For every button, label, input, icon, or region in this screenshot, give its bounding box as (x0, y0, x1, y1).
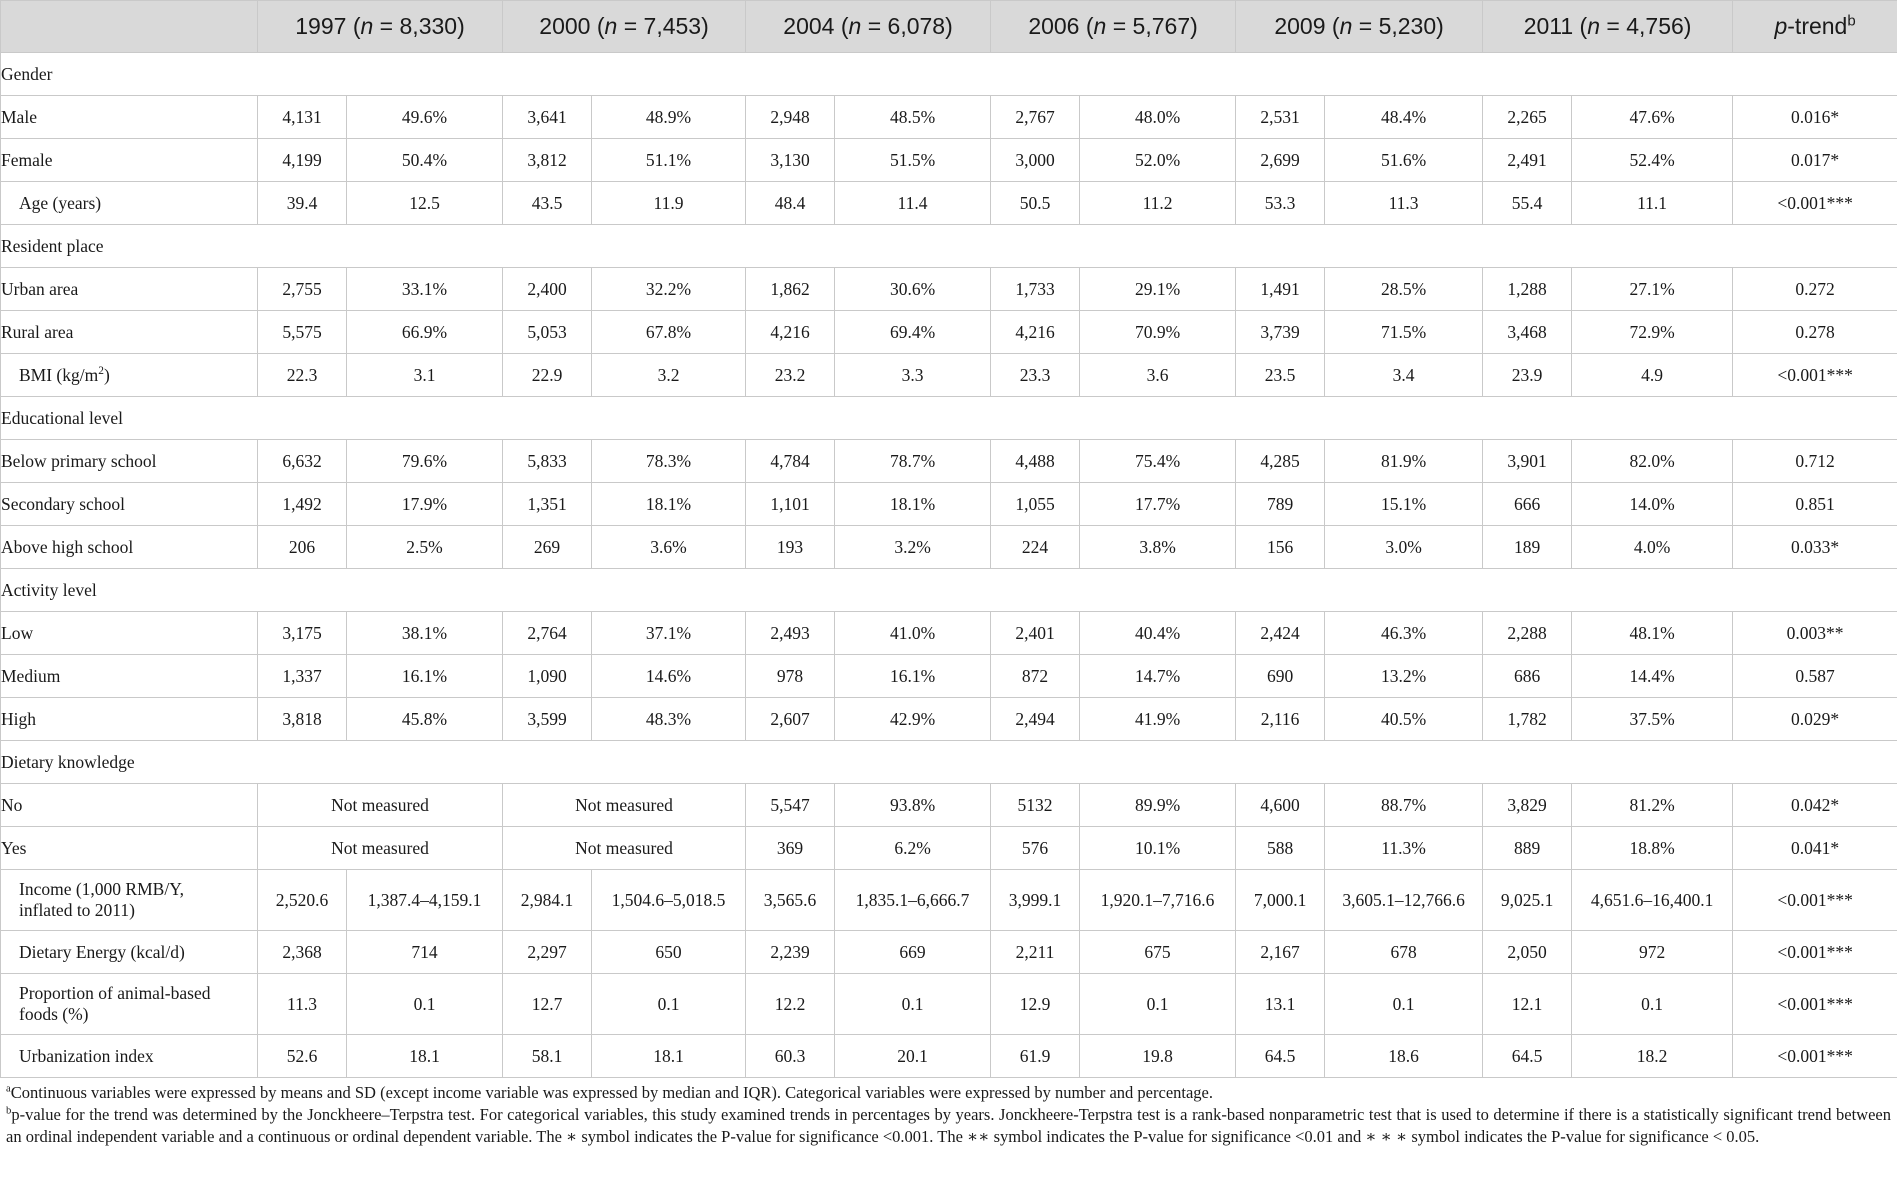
data-cell: 714 (347, 931, 503, 974)
p-trend-cell: 0.712 (1733, 440, 1897, 483)
data-cell: 60.3 (746, 1035, 835, 1078)
data-cell: 224 (991, 526, 1080, 569)
data-cell: 2,116 (1236, 698, 1325, 741)
data-cell: 75.4% (1080, 440, 1236, 483)
data-cell: 1,090 (503, 655, 592, 698)
header-2004: 2004 (n = 6,078) (746, 1, 991, 53)
p-trend-cell: 0.587 (1733, 655, 1897, 698)
data-cell: 1,492 (258, 483, 347, 526)
data-cell: 32.2% (592, 268, 746, 311)
section-label: Dietary knowledge (1, 741, 1897, 784)
data-cell: 3,130 (746, 139, 835, 182)
p-trend-cell: 0.042* (1733, 784, 1897, 827)
data-cell: 33.1% (347, 268, 503, 311)
data-cell: 3.8% (1080, 526, 1236, 569)
data-cell: 3,000 (991, 139, 1080, 182)
data-cell: 40.4% (1080, 612, 1236, 655)
data-cell: 18.1 (592, 1035, 746, 1078)
data-cell: 16.1% (835, 655, 991, 698)
data-cell: 28.5% (1325, 268, 1483, 311)
table-row-female (1, 139, 1897, 182)
data-cell: 11.3 (1325, 182, 1483, 225)
data-cell: 18.6 (1325, 1035, 1483, 1078)
data-cell: 53.3 (1236, 182, 1325, 225)
data-cell: 18.8% (1572, 827, 1733, 870)
data-cell: 269 (503, 526, 592, 569)
data-cell: 3,605.1–12,766.6 (1325, 870, 1483, 931)
data-cell: 89.9% (1080, 784, 1236, 827)
data-cell: 11.9 (592, 182, 746, 225)
data-cell: 678 (1325, 931, 1483, 974)
data-cell: 1,101 (746, 483, 835, 526)
p-trend-cell: <0.001*** (1733, 931, 1897, 974)
data-cell: 61.9 (991, 1035, 1080, 1078)
data-cell: 79.6% (347, 440, 503, 483)
p-trend-cell: <0.001*** (1733, 1035, 1897, 1078)
data-cell: 156 (1236, 526, 1325, 569)
section-label: Educational level (1, 397, 1897, 440)
data-cell: 39.4 (258, 182, 347, 225)
table-row-low (1, 612, 1897, 655)
data-cell: 45.8% (347, 698, 503, 741)
data-cell: 4,216 (991, 311, 1080, 354)
data-cell: 23.9 (1483, 354, 1572, 397)
data-cell: 3,999.1 (991, 870, 1080, 931)
data-cell: 2,288 (1483, 612, 1572, 655)
data-cell: 23.5 (1236, 354, 1325, 397)
data-cell: 3,641 (503, 96, 592, 139)
data-cell: 22.3 (258, 354, 347, 397)
data-cell: 18.1 (347, 1035, 503, 1078)
data-cell: 5,547 (746, 784, 835, 827)
data-cell: 38.1% (347, 612, 503, 655)
data-cell: 3.2 (592, 354, 746, 397)
header-1997: 1997 (n = 8,330) (258, 1, 503, 53)
data-cell: 64.5 (1236, 1035, 1325, 1078)
data-cell: 40.5% (1325, 698, 1483, 741)
row-label: Income (1,000 RMB/Y, inflated to 2011) (1, 870, 258, 931)
data-cell: 1,055 (991, 483, 1080, 526)
data-cell: 71.5% (1325, 311, 1483, 354)
table-row-rural (1, 311, 1897, 354)
table-row-energy (1, 931, 1897, 974)
data-cell: 22.9 (503, 354, 592, 397)
row-label: Proportion of animal-based foods (%) (1, 974, 258, 1035)
table-row-urbanization (1, 1035, 1897, 1078)
header-p-trend: p-trend$^b$ (1733, 1, 1897, 53)
data-cell: 1,491 (1236, 268, 1325, 311)
row-label: Urbanization index (1, 1035, 258, 1078)
data-cell: 6,632 (258, 440, 347, 483)
data-cell: 72.9% (1572, 311, 1733, 354)
data-cell: 4,285 (1236, 440, 1325, 483)
section-row-dietary-knowledge (1, 741, 1897, 784)
data-cell: 2,401 (991, 612, 1080, 655)
data-cell: 2,050 (1483, 931, 1572, 974)
p-trend-cell: 0.017* (1733, 139, 1897, 182)
table-row-income (1, 870, 1897, 931)
header-2006: 2006 (n = 5,767) (991, 1, 1236, 53)
p-trend-cell: 0.003** (1733, 612, 1897, 655)
data-cell: 17.9% (347, 483, 503, 526)
data-cell: 58.1 (503, 1035, 592, 1078)
data-cell: 1,733 (991, 268, 1080, 311)
data-cell: 3.0% (1325, 526, 1483, 569)
data-cell: 0.1 (835, 974, 991, 1035)
header-blank (1, 1, 258, 53)
data-cell: 51.1% (592, 139, 746, 182)
data-cell: 3,599 (503, 698, 592, 741)
data-cell: 3.6% (592, 526, 746, 569)
data-cell: 4.9 (1572, 354, 1733, 397)
data-cell: 3.2% (835, 526, 991, 569)
data-cell: 650 (592, 931, 746, 974)
table-row-animal (1, 974, 1897, 1035)
data-cell: 0.1 (592, 974, 746, 1035)
data-cell: 193 (746, 526, 835, 569)
data-cell: 70.9% (1080, 311, 1236, 354)
table-row-secondary (1, 483, 1897, 526)
data-cell: 5,575 (258, 311, 347, 354)
data-cell: 55.4 (1483, 182, 1572, 225)
data-cell: 206 (258, 526, 347, 569)
data-cell: 14.0% (1572, 483, 1733, 526)
data-cell: 50.5 (991, 182, 1080, 225)
p-trend-cell: 0.272 (1733, 268, 1897, 311)
data-cell: 0.1 (1080, 974, 1236, 1035)
data-cell: 3.1 (347, 354, 503, 397)
data-cell: 2,520.6 (258, 870, 347, 931)
header-row (1, 1, 1897, 53)
data-cell: 66.9% (347, 311, 503, 354)
row-label: Rural area (1, 311, 258, 354)
data-cell: 2,211 (991, 931, 1080, 974)
data-cell: 4,651.6–16,400.1 (1572, 870, 1733, 931)
data-cell: 2,400 (503, 268, 592, 311)
data-cell: 41.0% (835, 612, 991, 655)
data-cell: 67.8% (592, 311, 746, 354)
data-cell: 48.3% (592, 698, 746, 741)
table-row-bmi (1, 354, 1897, 397)
data-cell: 81.9% (1325, 440, 1483, 483)
data-cell: 2,297 (503, 931, 592, 974)
data-cell: 43.5 (503, 182, 592, 225)
data-cell: 20.1 (835, 1035, 991, 1078)
data-cell: 675 (1080, 931, 1236, 974)
data-cell: 1,862 (746, 268, 835, 311)
data-cell: 3,565.6 (746, 870, 835, 931)
data-cell: 12.9 (991, 974, 1080, 1035)
row-label: Male (1, 96, 258, 139)
data-cell: 3.6 (1080, 354, 1236, 397)
data-cell: 42.9% (835, 698, 991, 741)
data-cell: 12.1 (1483, 974, 1572, 1035)
data-cell: 666 (1483, 483, 1572, 526)
data-cell: 12.7 (503, 974, 592, 1035)
data-cell: 51.5% (835, 139, 991, 182)
data-cell: 47.6% (1572, 96, 1733, 139)
data-cell: 41.9% (1080, 698, 1236, 741)
data-cell: 14.6% (592, 655, 746, 698)
data-cell: 30.6% (835, 268, 991, 311)
data-cell: 4,600 (1236, 784, 1325, 827)
table-row-medium (1, 655, 1897, 698)
data-cell: 48.1% (1572, 612, 1733, 655)
data-cell: 10.1% (1080, 827, 1236, 870)
data-cell: 978 (746, 655, 835, 698)
data-cell: 189 (1483, 526, 1572, 569)
data-cell: 972 (1572, 931, 1733, 974)
data-cell: 2,755 (258, 268, 347, 311)
row-label: Secondary school (1, 483, 258, 526)
data-cell: 4.0% (1572, 526, 1733, 569)
data-cell: 78.3% (592, 440, 746, 483)
data-cell: 29.1% (1080, 268, 1236, 311)
data-cell: 82.0% (1572, 440, 1733, 483)
data-cell: 52.4% (1572, 139, 1733, 182)
data-cell: 576 (991, 827, 1080, 870)
section-row-activity (1, 569, 1897, 612)
data-cell: 52.0% (1080, 139, 1236, 182)
data-cell: 2,948 (746, 96, 835, 139)
data-cell: 4,216 (746, 311, 835, 354)
table-row-age (1, 182, 1897, 225)
data-cell: 17.7% (1080, 483, 1236, 526)
data-cell: 2,494 (991, 698, 1080, 741)
data-cell: 69.4% (835, 311, 991, 354)
p-trend-cell: 0.029* (1733, 698, 1897, 741)
row-label: Urban area (1, 268, 258, 311)
not-measured-cell: Not measured (258, 784, 503, 827)
data-cell: 16.1% (347, 655, 503, 698)
data-cell: 669 (835, 931, 991, 974)
data-cell: 13.1 (1236, 974, 1325, 1035)
row-label: High (1, 698, 258, 741)
data-cell: 1,782 (1483, 698, 1572, 741)
table-row-urban (1, 268, 1897, 311)
data-cell: 2,424 (1236, 612, 1325, 655)
data-cell: 81.2% (1572, 784, 1733, 827)
row-label: BMI $(kg/m^2)$ (1, 354, 258, 397)
not-measured-cell: Not measured (258, 827, 503, 870)
data-cell: 789 (1236, 483, 1325, 526)
data-cell: 3,175 (258, 612, 347, 655)
data-cell: 872 (991, 655, 1080, 698)
data-cell: 88.7% (1325, 784, 1483, 827)
data-cell: 19.8 (1080, 1035, 1236, 1078)
data-cell: 2.5% (347, 526, 503, 569)
data-cell: 2,167 (1236, 931, 1325, 974)
data-cell: 686 (1483, 655, 1572, 698)
section-label: Resident place (1, 225, 1897, 268)
data-cell: 5,833 (503, 440, 592, 483)
data-cell: 18.2 (1572, 1035, 1733, 1078)
data-cell: 48.4% (1325, 96, 1483, 139)
data-cell: 78.7% (835, 440, 991, 483)
data-cell: 1,288 (1483, 268, 1572, 311)
section-label: Gender (1, 53, 1897, 96)
row-label: Low (1, 612, 258, 655)
data-cell: 7,000.1 (1236, 870, 1325, 931)
header-2011: 2011 (n = 4,756) (1483, 1, 1733, 53)
data-cell: 5132 (991, 784, 1080, 827)
p-trend-cell: 0.278 (1733, 311, 1897, 354)
data-cell: 1,835.1–6,666.7 (835, 870, 991, 931)
data-cell: 2,491 (1483, 139, 1572, 182)
data-cell: 3.3 (835, 354, 991, 397)
footnote-a: $^a$Continuous variables were expressed by means and SD (except income variable was expressed by median and IQR). Categorical variables were expressed by number and percentage. (6, 1082, 1214, 1102)
table-row-high (1, 698, 1897, 741)
data-cell: 2,493 (746, 612, 835, 655)
data-cell: 1,351 (503, 483, 592, 526)
data-cell: 0.1 (1572, 974, 1733, 1035)
data-cell: 1,504.6–5,018.5 (592, 870, 746, 931)
data-cell: 48.4 (746, 182, 835, 225)
not-measured-cell: Not measured (503, 827, 746, 870)
data-cell: 12.2 (746, 974, 835, 1035)
data-cell: 13.2% (1325, 655, 1483, 698)
data-cell: 369 (746, 827, 835, 870)
section-row-education (1, 397, 1897, 440)
table-row-above-high (1, 526, 1897, 569)
row-label: Female (1, 139, 258, 182)
data-cell: 2,239 (746, 931, 835, 974)
data-cell: 11.1 (1572, 182, 1733, 225)
data-cell: 1,387.4–4,159.1 (347, 870, 503, 931)
data-cell: 588 (1236, 827, 1325, 870)
data-cell: 49.6% (347, 96, 503, 139)
data-cell: 64.5 (1483, 1035, 1572, 1078)
data-cell: 37.1% (592, 612, 746, 655)
row-label: No (1, 784, 258, 827)
section-label: Activity level (1, 569, 1897, 612)
data-cell: 50.4% (347, 139, 503, 182)
data-cell: 51.6% (1325, 139, 1483, 182)
data-cell: 2,531 (1236, 96, 1325, 139)
data-cell: 3,829 (1483, 784, 1572, 827)
data-cell: 9,025.1 (1483, 870, 1572, 931)
data-cell: 11.3% (1325, 827, 1483, 870)
data-cell: 23.2 (746, 354, 835, 397)
data-cell: 52.6 (258, 1035, 347, 1078)
p-trend-cell: <0.001*** (1733, 974, 1897, 1035)
data-cell: 2,767 (991, 96, 1080, 139)
data-cell: 11.2 (1080, 182, 1236, 225)
data-cell: 48.0% (1080, 96, 1236, 139)
data-cell: 23.3 (991, 354, 1080, 397)
p-trend-cell: 0.016* (1733, 96, 1897, 139)
data-cell: 4,488 (991, 440, 1080, 483)
data-cell: 3,739 (1236, 311, 1325, 354)
data-cell: 48.9% (592, 96, 746, 139)
header-2009: 2009 (n = 5,230) (1236, 1, 1483, 53)
data-cell: 11.3 (258, 974, 347, 1035)
data-cell: 15.1% (1325, 483, 1483, 526)
data-cell: 2,607 (746, 698, 835, 741)
data-cell: 3,812 (503, 139, 592, 182)
header-2000: 2000 (n = 7,453) (503, 1, 746, 53)
data-cell: 2,265 (1483, 96, 1572, 139)
row-label: Yes (1, 827, 258, 870)
p-trend-cell: 0.033* (1733, 526, 1897, 569)
data-cell: 2,368 (258, 931, 347, 974)
footnotes (0, 1078, 1897, 1148)
row-label: Medium (1, 655, 258, 698)
data-cell: 1,337 (258, 655, 347, 698)
row-label: Dietary Energy (kcal/d) (1, 931, 258, 974)
data-cell: 5,053 (503, 311, 592, 354)
data-cell: 93.8% (835, 784, 991, 827)
row-label: Above high school (1, 526, 258, 569)
data-cell: 48.5% (835, 96, 991, 139)
data-cell: 18.1% (835, 483, 991, 526)
section-row-resident (1, 225, 1897, 268)
data-cell: 690 (1236, 655, 1325, 698)
data-cell: 37.5% (1572, 698, 1733, 741)
not-measured-cell: Not measured (503, 784, 746, 827)
table-row-below-primary (1, 440, 1897, 483)
table-row-male (1, 96, 1897, 139)
table-row-yes (1, 827, 1897, 870)
footnote-b: $^b$p-value for the trend was determined by the Jonckheere–Terpstra test. For categorical variables, this study examined trends in percentages by years. Jonckheere-Terpstra test is a rank-based nonparametric test that is used to determine if there is a statistically significant trend between an ordinal independent variable and a continuous or ordinal dependent variable. The ∗ symbol indicates the P-value for significance <0.001. The ∗∗ symbol indicates the P-value for significance <0.01 and ∗ ∗ ∗ symbol indicates the P-value for significance < 0.05. (6, 1104, 1891, 1146)
data-cell: 4,784 (746, 440, 835, 483)
data-cell: 12.5 (347, 182, 503, 225)
data-cell: 14.4% (1572, 655, 1733, 698)
p-trend-cell: <0.001*** (1733, 354, 1897, 397)
data-cell: 18.1% (592, 483, 746, 526)
row-label: Age (years) (1, 182, 258, 225)
data-cell: 6.2% (835, 827, 991, 870)
data-cell: 11.4 (835, 182, 991, 225)
p-trend-cell: 0.851 (1733, 483, 1897, 526)
data-cell: 2,699 (1236, 139, 1325, 182)
data-cell: 0.1 (347, 974, 503, 1035)
table-row-no (1, 784, 1897, 827)
data-cell: 3,901 (1483, 440, 1572, 483)
p-trend-cell: <0.001*** (1733, 870, 1897, 931)
data-cell: 3,818 (258, 698, 347, 741)
data-cell: 14.7% (1080, 655, 1236, 698)
data-cell: 4,199 (258, 139, 347, 182)
data-cell: 3,468 (1483, 311, 1572, 354)
data-cell: 1,920.1–7,716.6 (1080, 870, 1236, 931)
data-cell: 27.1% (1572, 268, 1733, 311)
data-cell: 2,764 (503, 612, 592, 655)
data-cell: 889 (1483, 827, 1572, 870)
p-trend-cell: 0.041* (1733, 827, 1897, 870)
p-trend-cell: <0.001*** (1733, 182, 1897, 225)
data-cell: 2,984.1 (503, 870, 592, 931)
data-cell: 3.4 (1325, 354, 1483, 397)
row-label: Below primary school (1, 440, 258, 483)
data-cell: 46.3% (1325, 612, 1483, 655)
data-cell: 0.1 (1325, 974, 1483, 1035)
data-cell: 4,131 (258, 96, 347, 139)
section-row-gender (1, 53, 1897, 96)
